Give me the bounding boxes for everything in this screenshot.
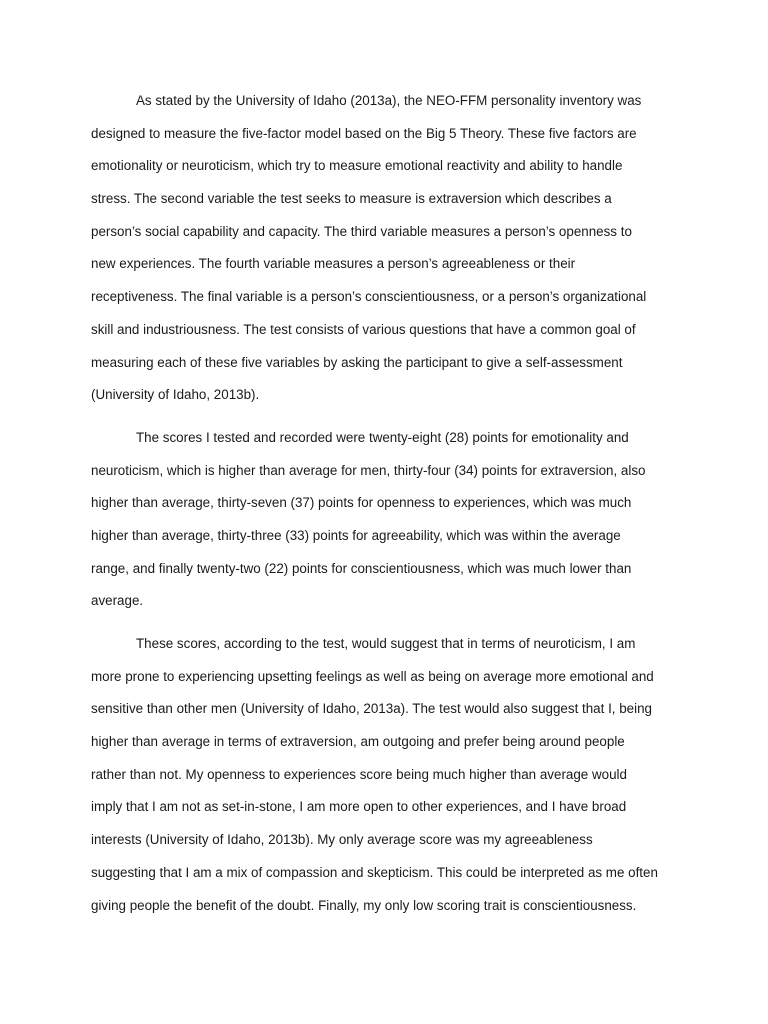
paragraph-1 (91, 85, 681, 412)
paragraph-line: The scores I tested and recorded were twenty-eight (28) points for emotionality and (136, 429, 629, 445)
paragraph-line: rather than not. My openness to experiences score being much higher than average would (91, 766, 627, 782)
paragraph-line: new experiences. The fourth variable measures a person’s agreeableness or their (91, 256, 576, 272)
paragraph-line: neuroticism, which is higher than average for men, thirty-four (34) points for extraversion, also (91, 462, 646, 478)
paragraph-line: higher than average in terms of extraversion, am outgoing and prefer being around people (91, 734, 625, 750)
paragraph-line: imply that I am not as set-in-stone, I am more open to other experiences, and I have broad (91, 799, 627, 815)
paragraph-line: As stated by the University of Idaho (2013a), the NEO-FFM personality inventory was (136, 93, 642, 108)
paragraph-3 (91, 628, 681, 922)
paragraph-line: These scores, according to the test, would suggest that in terms of neuroticism, I am (136, 636, 636, 651)
paragraph-line: giving people the benefit of the doubt. Finally, my only low scoring trait is conscientiousness. (91, 897, 637, 913)
paragraph-line: suggesting that I am a mix of compassion and skepticism. This could be interpreted as me often (91, 864, 658, 880)
paragraph-line: (University of Idaho, 2013b). (91, 387, 260, 403)
paragraph-spacer (91, 618, 681, 628)
paragraph-line: higher than average, thirty-seven (37) points for openness to experiences, which was much (91, 495, 632, 511)
paragraph-line: average. (91, 593, 144, 609)
paragraph-line: higher than average, thirty-three (33) points for agreeability, which was within the average (91, 527, 621, 543)
paragraph-line: sensitive than other men (University of Idaho, 2013a). The test would also suggest that I, being (91, 701, 652, 717)
paragraph-line: interests (University of Idaho, 2013b). My only average score was my agreeableness (91, 832, 593, 848)
paragraph-line: emotionality or neuroticism, which try to measure emotional reactivity and ability to handle (91, 158, 623, 174)
paragraph-line: range, and finally twenty-two (22) points for conscientiousness, which was much lower than (91, 560, 632, 576)
paragraph-line: person’s social capability and capacity. The third variable measures a person’s openness to (91, 223, 632, 239)
document-body (91, 85, 681, 922)
paragraph-spacer (91, 412, 681, 422)
paragraph-line: skill and industriousness. The test consists of various questions that have a common goal of (91, 321, 636, 337)
paragraph-line: receptiveness. The final variable is a person’s conscientiousness, or a person’s organizational (91, 289, 647, 305)
paragraph-line: designed to measure the five-factor model based on the Big 5 Theory. These five factors are (91, 125, 637, 141)
paragraph-line: measuring each of these five variables by asking the participant to give a self-assessment (91, 354, 623, 370)
paragraph-line: stress. The second variable the test seeks to measure is extraversion which describes a (91, 191, 612, 207)
paragraph-line: more prone to experiencing upsetting feelings as well as being on average more emotional and (91, 668, 654, 684)
paragraph-2 (91, 422, 681, 618)
